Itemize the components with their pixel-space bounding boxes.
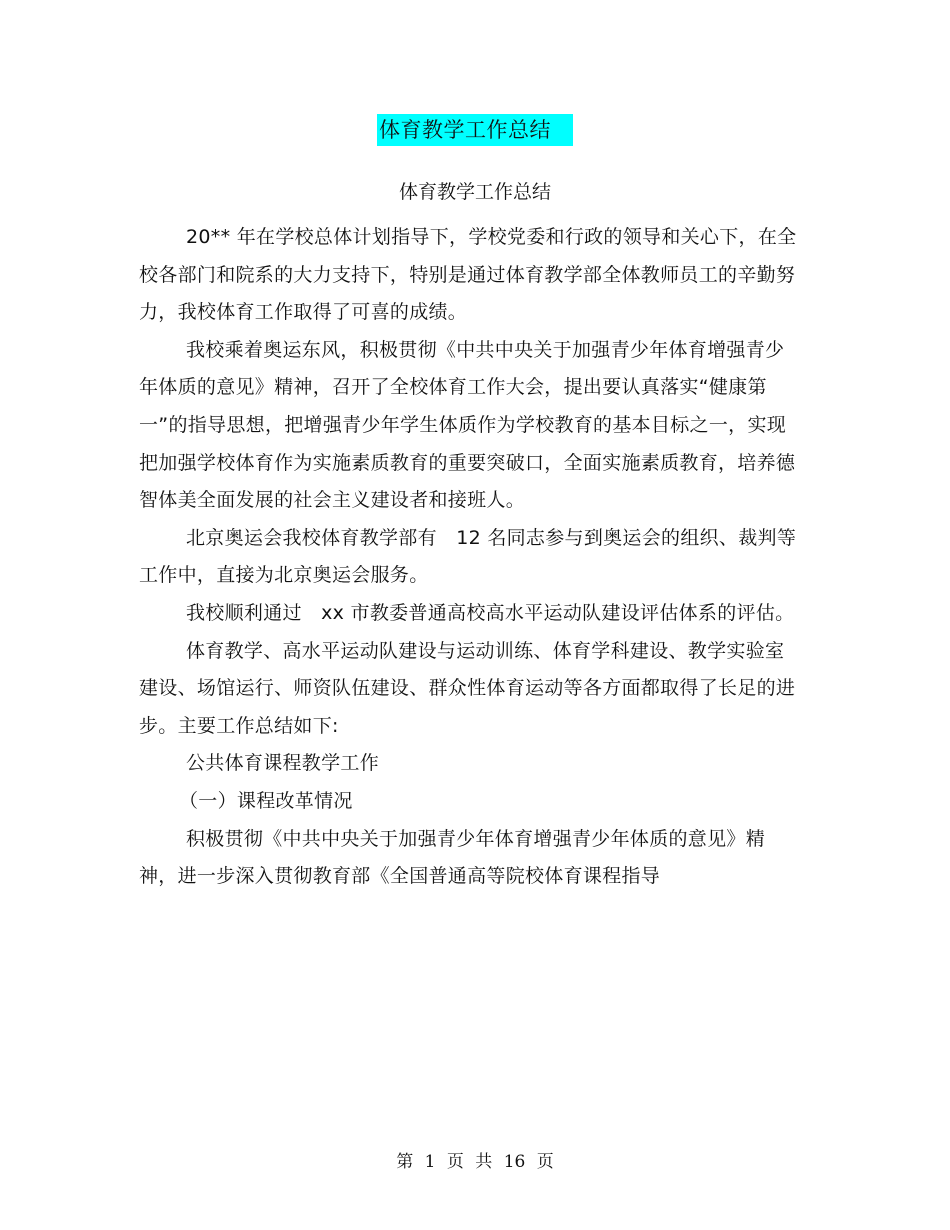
paragraph-5: 体育教学、高水平运动队建设与运动训练、体育学科建设、教学实验室建设、场馆运行、师资队伍建设、群众性体育运动等各方面都取得了长足的进步。主要工作总结如下: [139,639,796,737]
paragraph-1: 20** 年在学校总体计划指导下，学校党委和行政的领导和关心下，在全校各部门和院系的大力支持下，特别是通过体育教学部全体教师员工的辛勤努力，我校体育工作取得了可喜的成绩。 [139,226,797,324]
paragraph-6: 积极贯彻《中共中央关于加强青少年体育增强青少年体质的意见》精神，进一步深入贯彻教育部《全国普通高等院校体育课程指导 [139,827,766,888]
title-wrap [0,114,950,146]
document-body [139,219,799,896]
section-heading: 公共体育课程教学工作 [186,752,380,775]
page-footer: 第 1 页 共 16 页 [396,1152,554,1172]
document-subtitle: 体育教学工作总结 [398,181,551,203]
document-title: 体育教学工作总结 [377,114,573,146]
subsection-heading: （一）课程改革情况 [179,789,353,812]
paragraph-3: 北京奥运会我校体育教学部有 12 名同志参与到奥运会的组织、裁判等工作中，直接为北京奥运会服务。 [139,526,797,587]
paragraph-2: 我校乘着奥运东风，积极贯彻《中共中央关于加强青少年体育增强青少年体质的意见》精神，召开了全校体育工作大会，提出要认真落实“健康第一”的指导思想，把增强青少年学生体质作为学校教育的基本目标之一，实现把加强学校体育作为实施素质教育的重要突破口，全面实施素质教育，培养德智体美全面发展的社会主义建设者和接班人。 [139,338,796,512]
paragraph-4: 我校顺利通过 xx 市教委普通高校高水平运动队建设评估体系的评估。 [186,601,795,624]
